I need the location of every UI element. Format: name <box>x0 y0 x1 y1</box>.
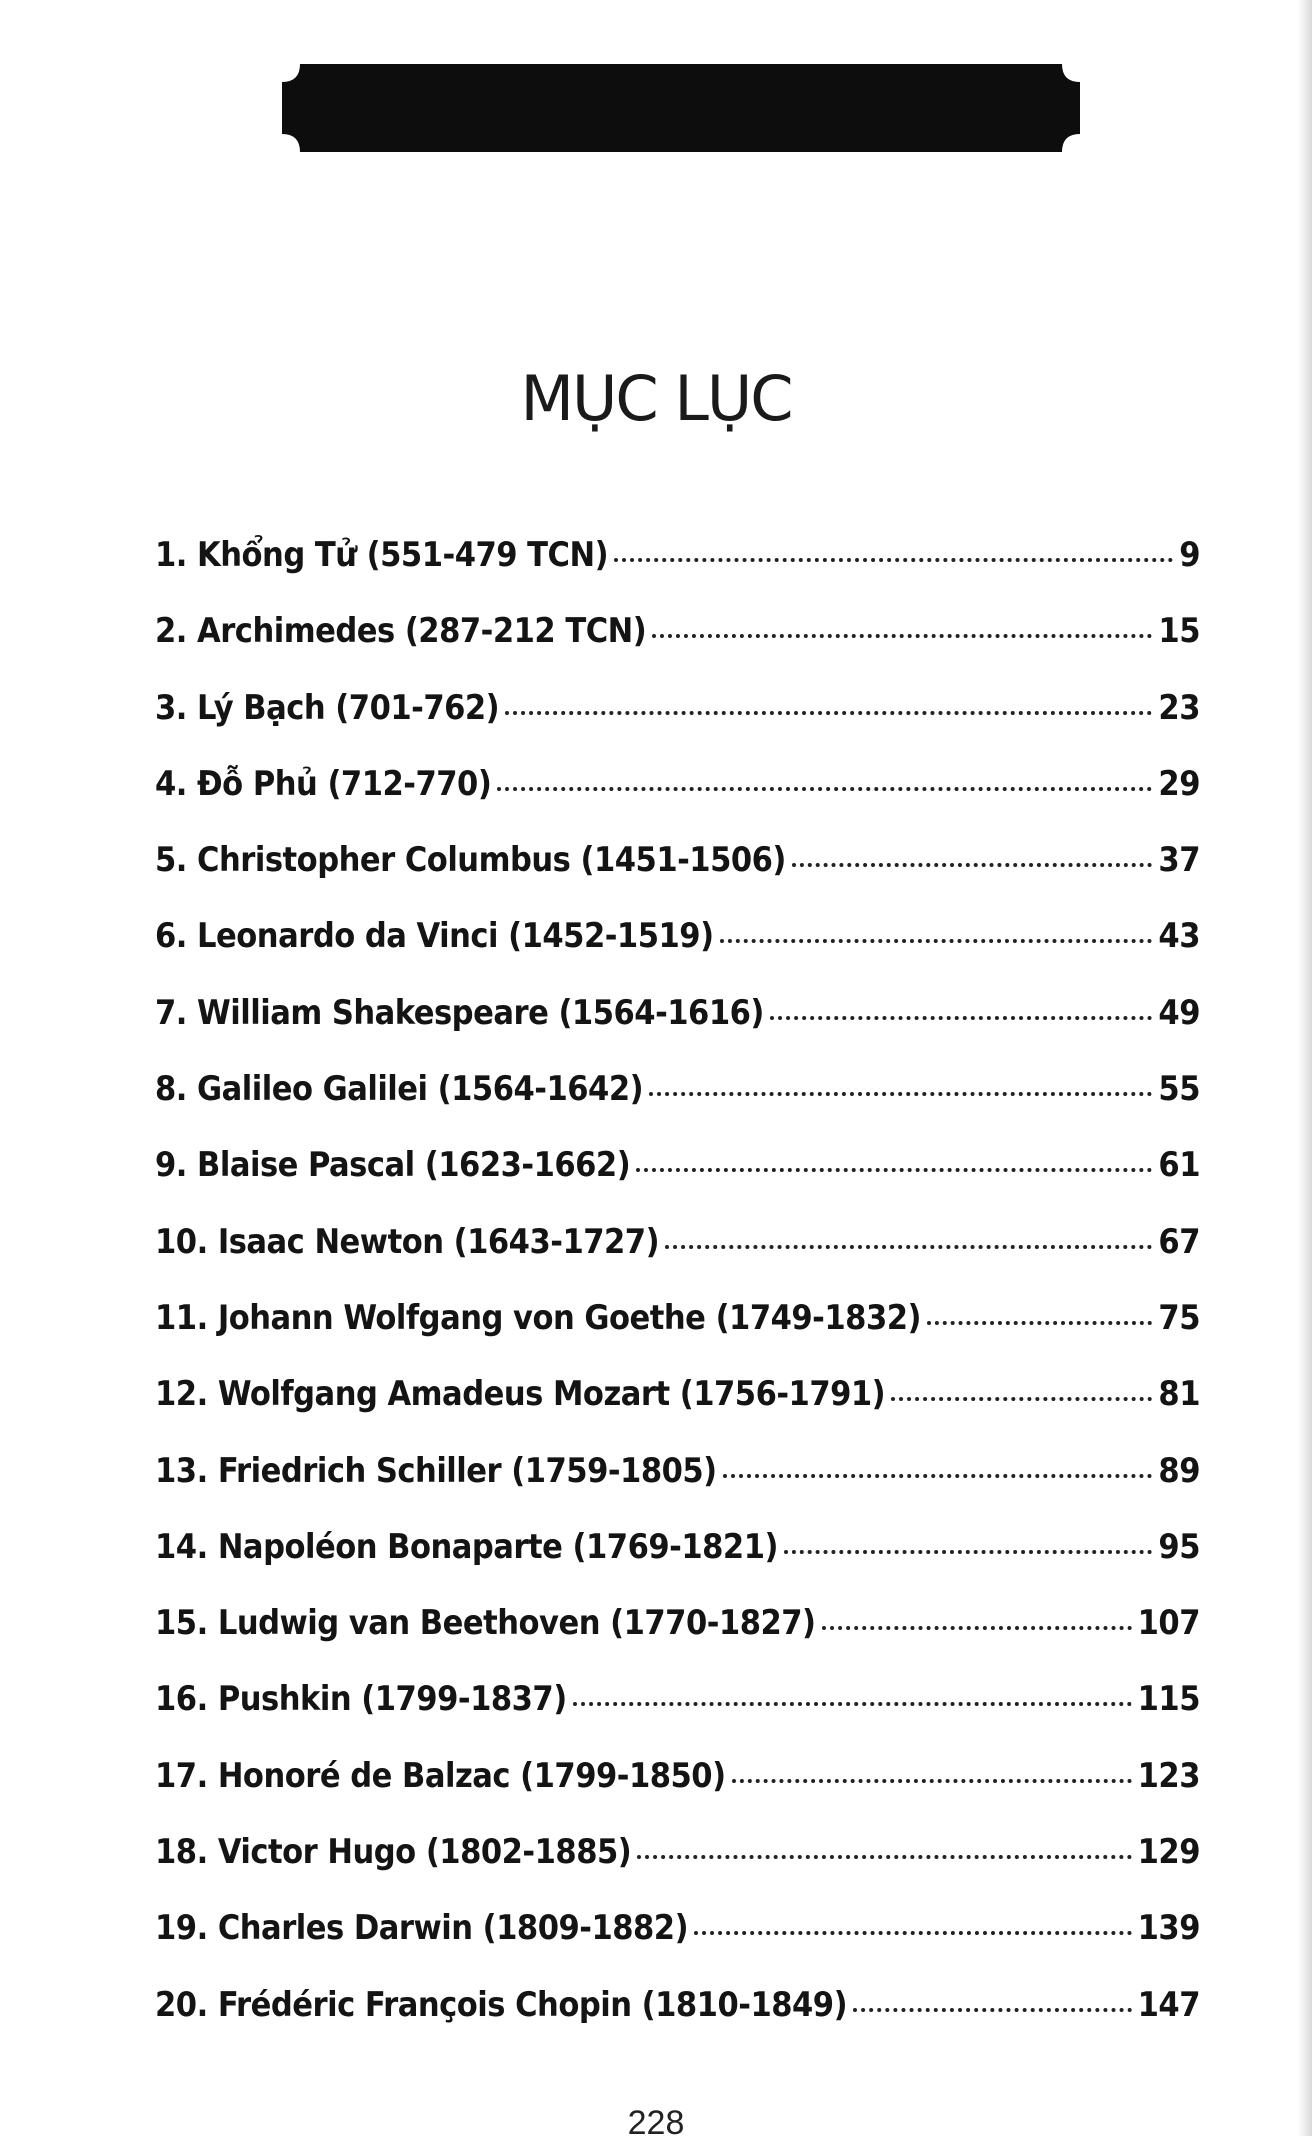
toc-entry-page: 129 <box>1137 1832 1200 1873</box>
toc-entry-title: 9. Blaise Pascal (1623-1662) <box>155 1145 631 1186</box>
toc-entry-title: 1. Khổng Tử (551-479 TCN) <box>155 535 609 575</box>
toc-entry-title: 13. Friedrich Schiller (1759-1805) <box>155 1450 717 1491</box>
toc-entry <box>155 1603 1200 1679</box>
toc-entry-page: 139 <box>1137 1908 1200 1949</box>
toc-entry-page: 115 <box>1137 1679 1200 1720</box>
toc-entry-title: 10. Isaac Newton (1643-1727) <box>155 1221 660 1262</box>
dot-leader <box>649 1092 1152 1096</box>
toc-entry <box>155 1908 1200 1984</box>
toc-entry-title: 4. Đỗ Phủ (712-770) <box>155 763 492 804</box>
dot-leader <box>652 634 1152 638</box>
banner-shape <box>282 64 1080 152</box>
table-of-contents <box>155 535 1200 2061</box>
toc-entry-page: 123 <box>1137 1755 1200 1796</box>
dot-leader <box>665 1245 1152 1249</box>
toc-entry-page: 23 <box>1158 687 1200 728</box>
toc-entry-title: 12. Wolfgang Amadeus Mozart (1756-1791) <box>155 1374 886 1415</box>
toc-entry-page: 49 <box>1158 992 1200 1033</box>
dot-leader <box>694 1931 1132 1935</box>
toc-entry-page: 67 <box>1158 1221 1200 1262</box>
toc-entry-page: 107 <box>1137 1603 1200 1644</box>
toc-entry-page: 61 <box>1158 1145 1200 1186</box>
toc-entry <box>155 1298 1200 1374</box>
toc-entry <box>155 1069 1200 1145</box>
toc-entry-title: 5. Christopher Columbus (1451-1506) <box>155 840 786 881</box>
toc-entry-title: 18. Victor Hugo (1802-1885) <box>155 1832 632 1873</box>
dot-leader <box>792 863 1153 867</box>
toc-entry <box>155 1679 1200 1755</box>
dot-leader <box>573 1702 1132 1706</box>
dot-leader <box>822 1626 1132 1630</box>
page-number: 228 <box>627 2104 685 2142</box>
toc-entry-page: 43 <box>1158 916 1200 957</box>
dot-leader <box>784 1550 1152 1554</box>
toc-entry <box>155 1756 1200 1832</box>
page-title: MỤC LỤC <box>520 362 792 435</box>
toc-entry <box>155 1451 1200 1527</box>
dot-leader <box>891 1397 1152 1401</box>
toc-entry <box>155 535 1200 611</box>
toc-entry-page: 37 <box>1158 840 1200 881</box>
toc-entry-title: 20. Frédéric François Chopin (1810-1849) <box>155 1984 848 2025</box>
toc-entry <box>155 840 1200 916</box>
toc-entry-title: 6. Leonardo da Vinci (1452-1519) <box>155 916 714 957</box>
toc-entry-page: 9 <box>1179 535 1200 575</box>
dot-leader <box>853 2008 1132 2012</box>
toc-entry-title: 3. Lý Bạch (701-762) <box>155 687 500 728</box>
toc-entry <box>155 1832 1200 1908</box>
dot-leader <box>497 787 1152 791</box>
toc-entry <box>155 1527 1200 1603</box>
toc-entry-title: 2. Archimedes (287-212 TCN) <box>155 611 647 652</box>
toc-entry-title: 19. Charles Darwin (1809-1882) <box>155 1908 689 1949</box>
toc-entry <box>155 1374 1200 1450</box>
toc-entry-page: 15 <box>1158 611 1200 652</box>
page-edge-shadow <box>1298 0 1312 2136</box>
toc-entry-title: 14. Napoléon Bonaparte (1769-1821) <box>155 1526 778 1567</box>
toc-entry-title: 15. Ludwig van Beethoven (1770-1827) <box>155 1603 816 1644</box>
dot-leader <box>637 1855 1131 1859</box>
toc-entry <box>155 688 1200 764</box>
toc-entry-title: 7. William Shakespeare (1564-1616) <box>155 992 764 1033</box>
toc-entry-page: 75 <box>1158 1297 1200 1338</box>
toc-entry-page: 29 <box>1158 763 1200 804</box>
toc-entry-page: 95 <box>1158 1526 1200 1567</box>
dot-leader <box>636 1168 1152 1172</box>
toc-entry <box>155 764 1200 840</box>
dot-leader <box>505 711 1152 715</box>
header-banner <box>282 64 1080 152</box>
toc-entry-title: 8. Galileo Galilei (1564-1642) <box>155 1069 644 1110</box>
toc-entry <box>155 993 1200 1069</box>
toc-entry-page: 89 <box>1158 1450 1200 1491</box>
dot-leader <box>614 558 1173 562</box>
toc-entry-page: 55 <box>1158 1069 1200 1110</box>
toc-entry-title: 17. Honoré de Balzac (1799-1850) <box>155 1755 726 1796</box>
toc-entry-title: 16. Pushkin (1799-1837) <box>155 1679 567 1720</box>
dot-leader <box>770 1016 1153 1020</box>
dot-leader <box>720 939 1153 943</box>
toc-entry-page: 81 <box>1158 1374 1200 1415</box>
toc-entry <box>155 916 1200 992</box>
toc-entry <box>155 1985 1200 2061</box>
toc-entry <box>155 611 1200 687</box>
toc-entry-title: 11. Johann Wolfgang von Goethe (1749-1832) <box>155 1297 921 1338</box>
toc-entry-page: 147 <box>1137 1984 1200 2025</box>
dot-leader <box>723 1474 1153 1478</box>
toc-entry <box>155 1145 1200 1221</box>
dot-leader <box>927 1321 1152 1325</box>
toc-entry <box>155 1222 1200 1298</box>
dot-leader <box>732 1779 1132 1783</box>
